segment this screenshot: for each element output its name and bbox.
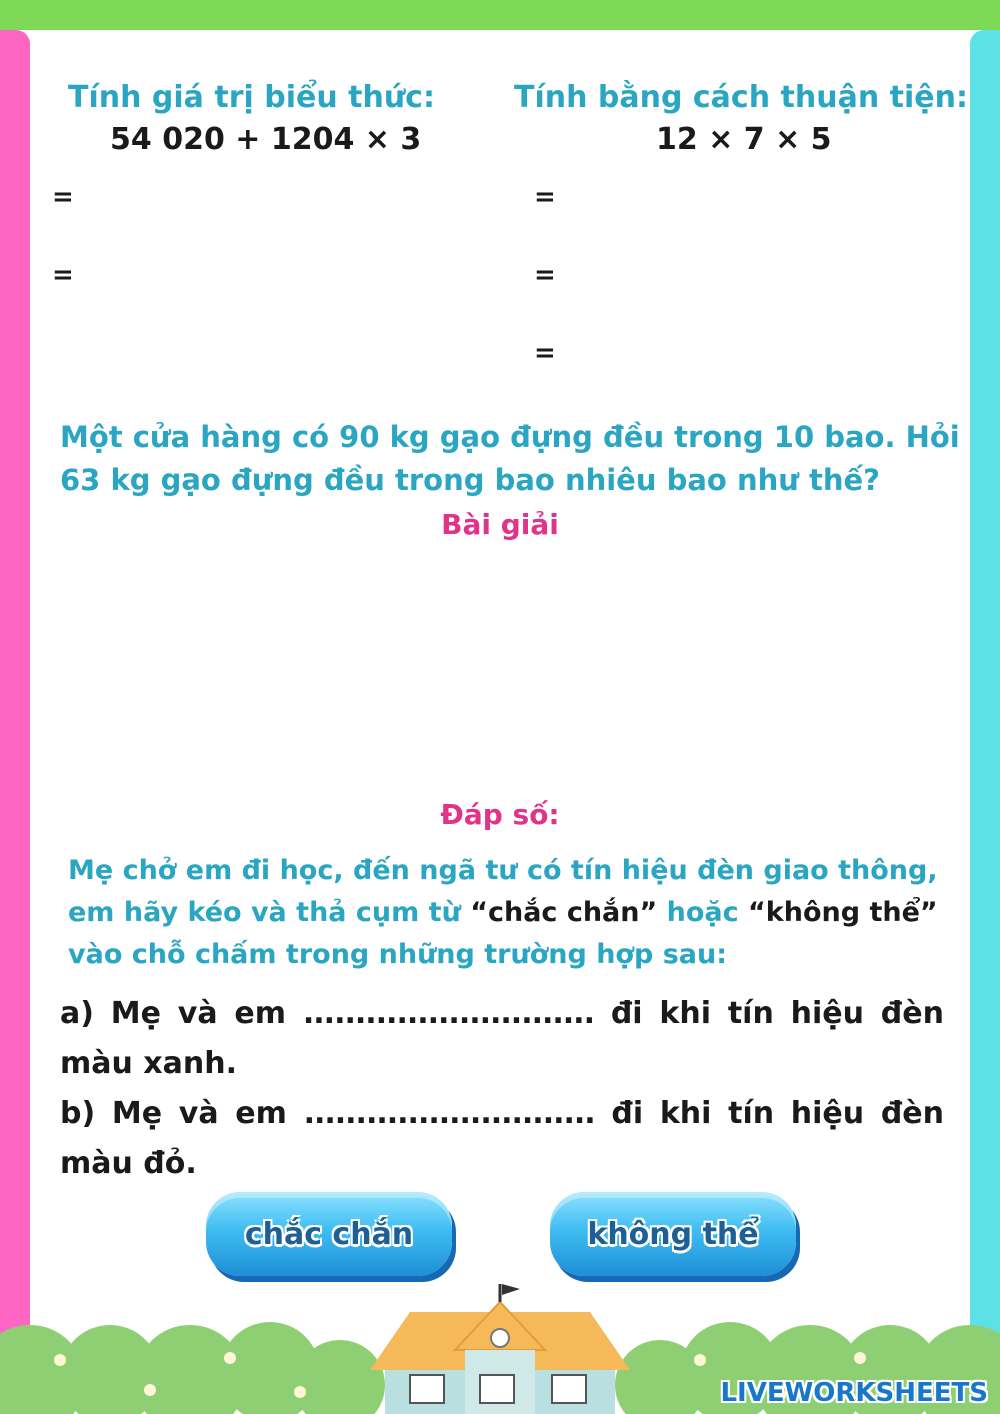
answer-label: Đáp số:: [440, 798, 560, 831]
right-equals-1: =: [534, 182, 556, 212]
item-b-prefix: b) Mẹ và em: [60, 1096, 287, 1131]
traffic-intro-line-2: [68, 897, 938, 928]
solution-label: Bài giải: [441, 508, 559, 541]
top-border: [0, 0, 1000, 30]
item-b-suffix: đi khi tín hiệu đèn: [611, 1096, 945, 1131]
option-khong-the-button[interactable]: [550, 1192, 796, 1276]
right-equals-3: =: [534, 338, 556, 368]
left-equals-2: =: [52, 260, 74, 290]
right-task-heading: Tính bằng cách thuận tiện:: [514, 80, 968, 115]
traffic-intro-text: em hãy kéo và thả cụm từ: [68, 897, 471, 928]
option-khong-the-label: không thể: [587, 1216, 759, 1252]
left-equals-1: =: [52, 182, 74, 212]
phrase-khong-the: “không thể”: [748, 897, 938, 928]
option-chac-chan-button[interactable]: [206, 1192, 452, 1276]
right-border: [970, 30, 1000, 1414]
option-chac-chan-label: chắc chắn: [244, 1216, 414, 1252]
item-a-suffix: đi khi tín hiệu đèn: [610, 996, 944, 1031]
liveworksheets-logo[interactable]: LIVEWORKSHEETS: [720, 1378, 988, 1408]
left-task-expression: 54 020 + 1204 × 3: [110, 122, 422, 157]
item-a-prefix: a) Mẹ và em: [60, 996, 287, 1031]
phrase-chac-chan: “chắc chắn”: [470, 897, 658, 928]
traffic-intro-line-3: vào chỗ chấm trong những trường hợp sau:: [68, 939, 728, 970]
item-a-blank[interactable]: ............................: [302, 996, 594, 1031]
item-a: [60, 996, 944, 1031]
item-b-end: màu đỏ.: [60, 1146, 197, 1181]
traffic-intro-line-1: Mẹ chở em đi học, đến ngã tư có tín hiệu đèn giao thông,: [68, 855, 938, 886]
left-border: [0, 30, 30, 1414]
problem-line-2: 63 kg gạo đựng đều trong bao nhiêu bao như thế?: [60, 463, 880, 497]
traffic-intro-or: hoặc: [657, 897, 749, 928]
item-b: [60, 1096, 944, 1131]
problem-line-1: Một cửa hàng có 90 kg gạo đựng đều trong 10 bao. Hỏi: [60, 420, 960, 454]
right-task-expression: 12 × 7 × 5: [656, 122, 832, 157]
item-b-blank[interactable]: ............................: [303, 1096, 595, 1131]
item-a-end: màu xanh.: [60, 1046, 238, 1081]
left-task-heading: Tính giá trị biểu thức:: [68, 80, 435, 115]
right-equals-2: =: [534, 260, 556, 290]
